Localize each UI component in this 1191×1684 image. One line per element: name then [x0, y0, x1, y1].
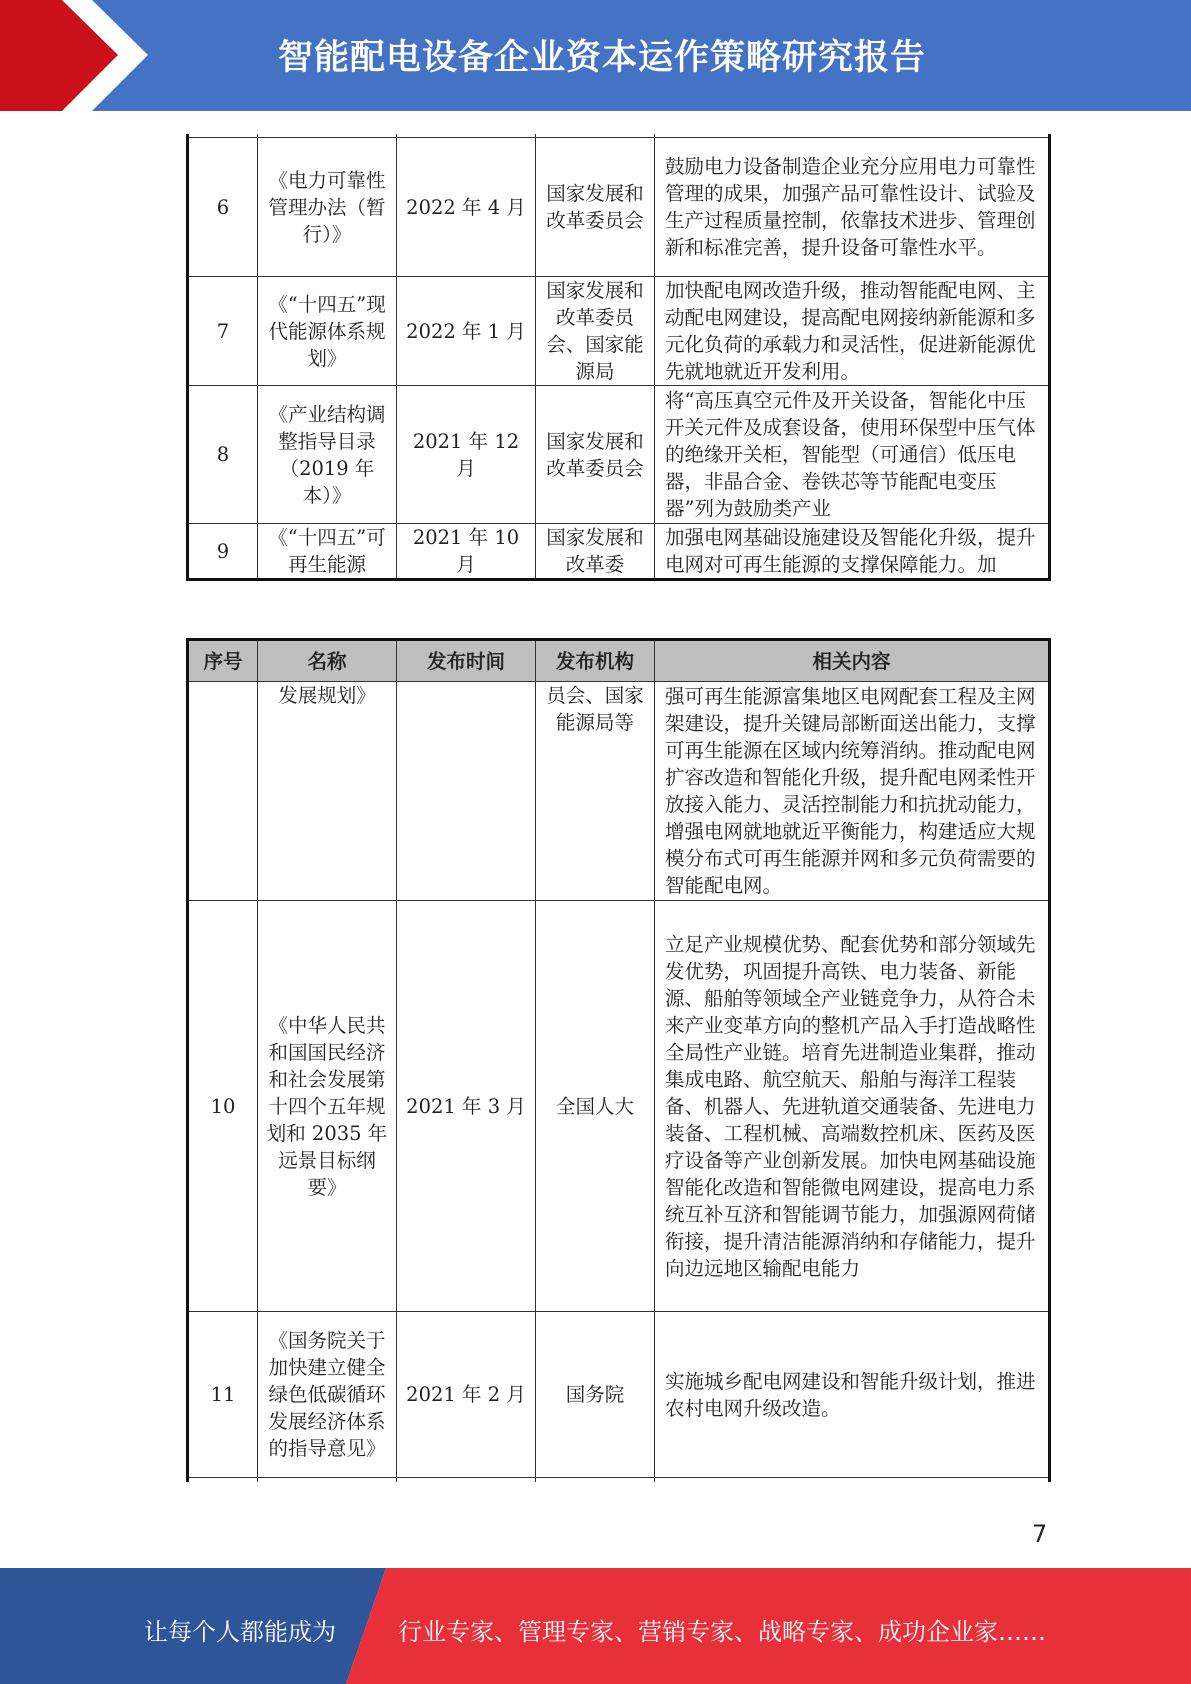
table-row	[188, 1312, 1050, 1478]
policy-name: 《电力可靠性管理办法（暂行）》	[258, 138, 397, 277]
related-content: 将“高压真空元件及开关设备，智能化中压开关元件及成套设备，使用环保型中压气体的绝缘开关柜，智能型（可通信）低压电器，非晶合金、卷铁芯等节能配电变压器”列为鼓励类产业	[655, 386, 1050, 524]
table-row	[188, 901, 1050, 1312]
row-number	[188, 682, 258, 901]
table-row	[188, 277, 1050, 386]
table-row	[188, 386, 1050, 524]
policy-name: 《“十四五”现代能源体系规划》	[258, 277, 397, 386]
publish-date: 2021 年 12 月	[397, 386, 536, 524]
table-row	[188, 138, 1050, 277]
publishing-agency: 国家发展和改革委员会、国家能源局	[536, 277, 655, 386]
publishing-agency: 国务院	[536, 1312, 655, 1478]
publish-date: 2022 年 1 月	[397, 277, 536, 386]
related-content: 立足产业规模优势、配套优势和部分领域先发优势，巩固提升高铁、电力装备、新能源、船舶等领域全产业链竞争力，从符合未来产业变革方向的整机产品入手打造战略性全局性产业链。培育先进制造业集群，推动集成电路、航空航天、船舶与海洋工程装备、机器人、先进轨道交通装备、先进电力装备、工程机械、高端数控机床、医药及医疗设备等产业创新发展。加快电网基础设施智能化改造和智能微电网建设，提高电力系统互补互济和智能调节能力，加强源网荷储衔接，提升清洁能源消纳和存储能力，提升向边远地区输配电能力	[655, 901, 1050, 1312]
policy-name: 《中华人民共和国国民经济和社会发展第十四个五年规划和 2035 年远景目标纲要》	[258, 901, 397, 1312]
policy-name: 《“十四五”可再生能源	[258, 524, 397, 580]
header-name: 名称	[258, 640, 397, 682]
publish-date: 2021 年 3 月	[397, 901, 536, 1312]
red-chevron-decoration	[0, 0, 150, 111]
row-number: 11	[188, 1312, 258, 1478]
row-number: 7	[188, 277, 258, 386]
related-content: 加强电网基础设施建设及智能化升级，提升电网对可再生能源的支撑保障能力。加	[655, 524, 1050, 580]
header-date: 发布时间	[397, 640, 536, 682]
publish-date: 2021 年 2 月	[397, 1312, 536, 1478]
publishing-agency: 国家发展和改革委员会	[536, 138, 655, 277]
publishing-agency: 国家发展和改革委	[536, 524, 655, 580]
row-number: 8	[188, 386, 258, 524]
clipped-row	[188, 1478, 1050, 1483]
related-content: 鼓励电力设备制造企业充分应用电力可靠性管理的成果，加强产品可靠性设计、试验及生产过程质量控制，依靠技术进步、管理创新和标准完善，提升设备可靠性水平。	[655, 138, 1050, 277]
policy-name: 《国务院关于加快建立健全绿色低碳循环发展经济体系的指导意见》	[258, 1312, 397, 1478]
page-number: 7	[1032, 1520, 1048, 1548]
publish-date: 2021 年 10 月	[397, 524, 536, 580]
footer-slogan-right: 行业专家、管理专家、营销专家、战略专家、成功企业家……	[398, 1618, 1046, 1646]
publish-date	[397, 682, 536, 901]
publishing-agency: 全国人大	[536, 901, 655, 1312]
report-title: 智能配电设备企业资本运作策略研究报告	[278, 38, 927, 78]
header-no: 序号	[188, 640, 258, 682]
related-content: 加快配电网改造升级，推动智能配电网、主动配电网建设，提高配电网接纳新能源和多元化负荷的承载力和灵活性，促进新能源优先就地就近开发利用。	[655, 277, 1050, 386]
policy-table	[186, 638, 1051, 1482]
footer-slogan-left: 让每个人都能成为	[144, 1618, 336, 1646]
publish-date: 2022 年 4 月	[397, 138, 536, 277]
publishing-agency: 员会、国家能源局等	[536, 682, 655, 901]
row-number: 6	[188, 138, 258, 277]
table-header-row	[188, 640, 1050, 682]
policy-name: 发展规划》	[258, 682, 397, 901]
row-number: 9	[188, 524, 258, 580]
policy-table-continued	[186, 134, 1051, 581]
page-header	[0, 0, 1191, 111]
related-content: 实施城乡配电网建设和智能升级计划，推进农村电网升级改造。	[655, 1312, 1050, 1478]
header-agency: 发布机构	[536, 640, 655, 682]
table-row	[188, 524, 1050, 580]
table-row	[188, 682, 1050, 901]
policy-name: 《产业结构调整指导目录（2019 年本）》	[258, 386, 397, 524]
page-footer	[0, 1568, 1191, 1684]
header-content: 相关内容	[655, 640, 1050, 682]
row-number: 10	[188, 901, 258, 1312]
publishing-agency: 国家发展和改革委员会	[536, 386, 655, 524]
related-content: 强可再生能源富集地区电网配套工程及主网架建设，提升关键局部断面送出能力，支撑可再生能源在区域内统筹消纳。推动配电网扩容改造和智能化升级，提升配电网柔性开放接入能力、灵活控制能力和抗扰动能力，增强电网就地就近平衡能力，构建适应大规模分布式可再生能源并网和多元负荷需要的智能配电网。	[655, 682, 1050, 901]
